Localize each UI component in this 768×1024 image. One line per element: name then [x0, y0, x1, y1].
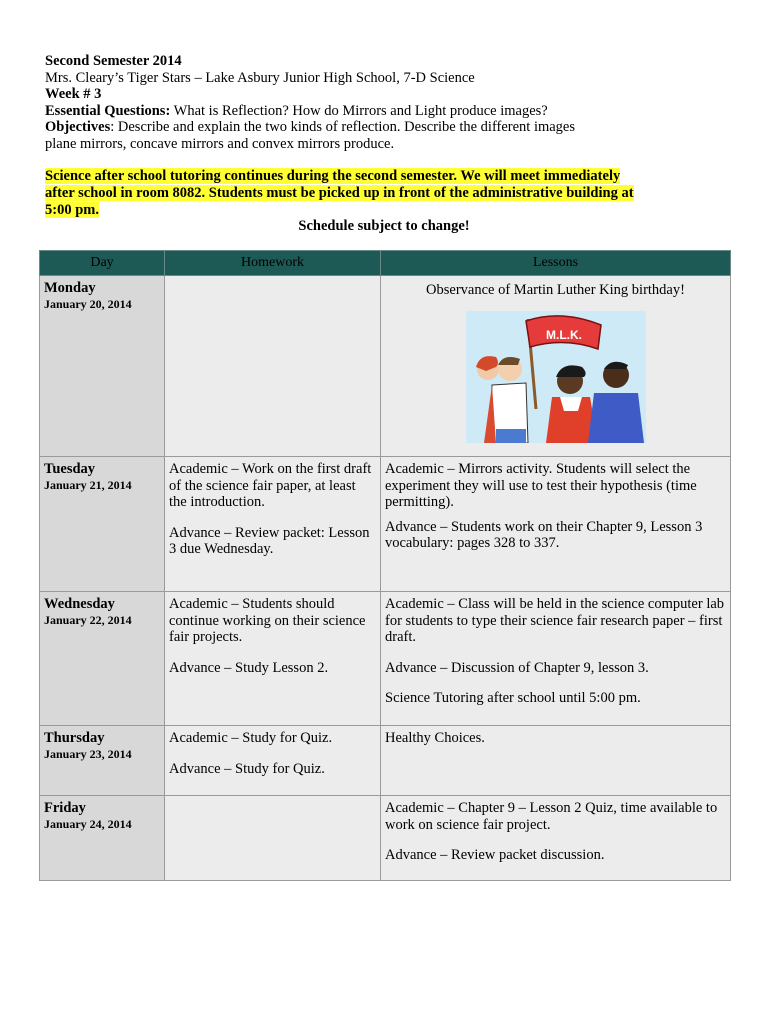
- lessons-cell: [381, 796, 731, 881]
- homework-cell: [165, 796, 381, 881]
- table-row: [40, 457, 731, 592]
- banner-text: M.L.K.: [545, 327, 582, 342]
- day-cell: [40, 796, 165, 881]
- obj-label: Objectives: [45, 119, 111, 135]
- notice-line-2: after school in room 8082. Students must be picked up in front of the administrative building at: [45, 185, 634, 201]
- lesson-item: Academic – Class will be held in the science computer lab for students to type their science fair research paper – first draft.: [385, 596, 725, 645]
- lessons-cell: [381, 592, 731, 726]
- day-cell: [40, 726, 165, 796]
- document-header: [45, 53, 735, 152]
- semester-title: Second Semester 2014: [45, 53, 182, 69]
- lesson-item: Advance – Students work on their Chapter 9, Lesson 3 vocabulary: pages 328 to 337.: [385, 518, 703, 551]
- day-date: January 21, 2014: [44, 477, 132, 492]
- day-date: January 20, 2014: [44, 296, 132, 311]
- day-name: Monday: [44, 280, 96, 296]
- lesson-item: Healthy Choices.: [385, 730, 485, 746]
- day-date: January 22, 2014: [44, 612, 132, 627]
- day-name: Tuesday: [44, 461, 96, 477]
- lesson-text: Observance of Martin Luther King birthday!: [426, 282, 685, 298]
- homework-item: Academic – Work on the first draft of the science fair paper, at least the introduction.: [169, 461, 372, 510]
- class-line: Mrs. Cleary’s Tiger Stars – Lake Asbury Junior High School, 7-D Science: [45, 69, 475, 86]
- lesson-item: Science Tutoring after school until 5:00 pm.: [385, 690, 641, 706]
- day-date: January 23, 2014: [44, 746, 132, 761]
- tutoring-notice: [45, 168, 735, 219]
- day-name: Friday: [44, 800, 86, 816]
- homework-item: Advance – Review packet: Lesson 3 due Wednesday.: [169, 524, 370, 557]
- schedule-note: Schedule subject to change!: [298, 218, 470, 234]
- notice-line-3: 5:00 pm.: [45, 202, 99, 218]
- weekly-schedule-table: [39, 250, 731, 881]
- homework-item: Academic – Students should continue working on their science fair projects.: [169, 596, 366, 645]
- lesson-item: Advance – Discussion of Chapter 9, lesson 3.: [385, 659, 649, 676]
- eq-label: Essential Questions:: [45, 102, 171, 119]
- lesson-item: Academic – Chapter 9 – Lesson 2 Quiz, time available to work on science fair project.: [385, 800, 718, 833]
- homework-item: Advance – Study for Quiz.: [169, 760, 325, 777]
- header-day: Day: [40, 251, 165, 276]
- homework-item: Academic – Study for Quiz.: [169, 730, 333, 746]
- essential-questions: [45, 103, 735, 120]
- lesson-item: Advance – Review packet discussion.: [385, 847, 605, 863]
- table-row: [40, 592, 731, 726]
- lessons-cell: [381, 726, 731, 796]
- table-header-row: [40, 251, 731, 276]
- header-homework: Homework: [165, 251, 381, 276]
- table-row: [40, 796, 731, 881]
- homework-cell: [165, 726, 381, 796]
- day-name: Thursday: [44, 730, 105, 746]
- day-cell: [40, 276, 165, 457]
- eq-text: What is Reflection? How do Mirrors and Light produce images?: [170, 102, 548, 119]
- header-lessons: Lessons: [381, 251, 731, 276]
- homework-cell: [165, 276, 381, 457]
- day-cell: [40, 592, 165, 726]
- lesson-item: Academic – Mirrors activity. Students will select the experiment they will use to test their hypothesis (time permitting).: [385, 461, 697, 510]
- obj-text: : Describe and explain the two kinds of reflection. Describe the different images: [110, 119, 576, 135]
- mlk-clipart-image: [466, 311, 646, 443]
- objectives: [45, 119, 735, 136]
- table-row: [40, 276, 731, 457]
- table-row: [40, 726, 731, 796]
- objectives-continued: plane mirrors, concave mirrors and convex mirrors produce.: [45, 135, 395, 152]
- lessons-cell: [381, 276, 731, 457]
- homework-cell: [165, 592, 381, 726]
- week-number: Week # 3: [45, 86, 102, 102]
- homework-cell: [165, 457, 381, 592]
- lessons-cell: [381, 457, 731, 592]
- day-name: Wednesday: [44, 596, 115, 612]
- homework-item: Advance – Study Lesson 2.: [169, 659, 329, 676]
- notice-line-1: Science after school tutoring continues during the second semester. We will meet immediately: [45, 168, 621, 184]
- day-cell: [40, 457, 165, 592]
- day-date: January 24, 2014: [44, 816, 132, 831]
